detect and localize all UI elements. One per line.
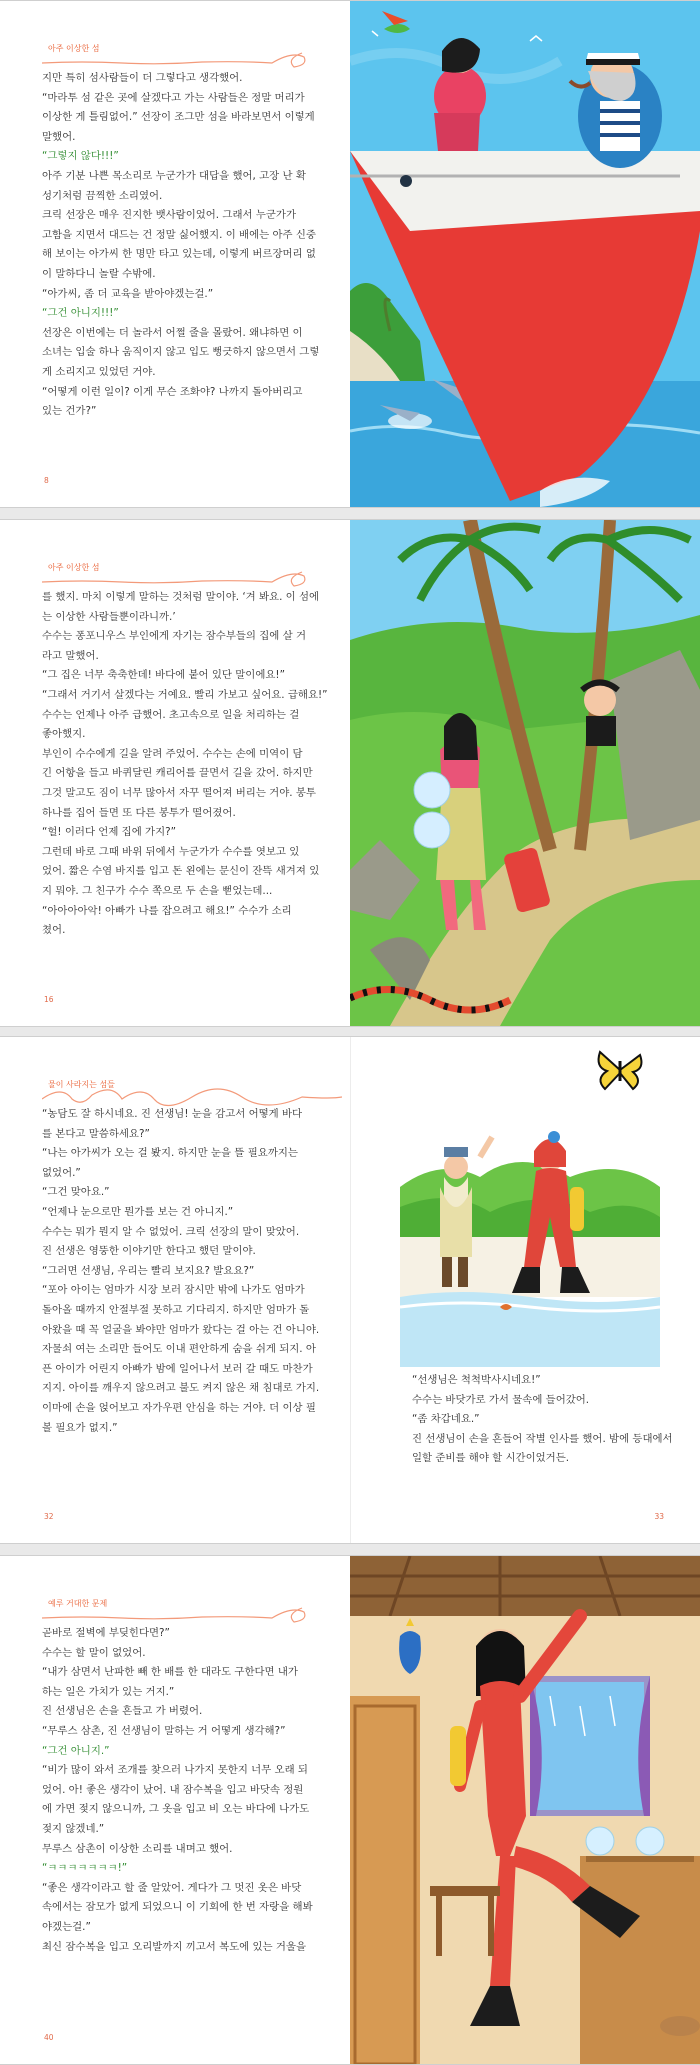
illustration-hallway-mirror [350, 1556, 700, 2064]
text-line: 지 뭐야. 그 친구가 수수 쪽으로 두 손을 뻗었는데... [42, 884, 273, 897]
text-line: 무루스 삼촌이 이상한 소리를 내며고 했어. [42, 1842, 233, 1855]
text-line: 곧바로 절벽에 부딪힌다면?” [42, 1627, 170, 1639]
text-line: 이상한 게 틀림없어.” 선장이 조그만 섬을 바라보면서 이렇게 [42, 111, 315, 124]
text-line: 고함을 지면서 대드는 건 정말 싫어했지. 이 배에는 아주 신중 [42, 228, 316, 241]
text-line: 라고 말했어. [42, 649, 99, 662]
running-header [42, 41, 314, 69]
text-line: “언제나 눈으로만 뭔가를 보는 건 아니지.” [42, 1205, 234, 1218]
text-line: 에 가면 젖지 않으니까, 그 옷을 입고 비 오는 바다에 나가도 [42, 1803, 310, 1816]
text-line-dialogue: “그렇지 않다!!!” [42, 150, 119, 163]
text-line: “마라투 섬 같은 곳에 살겠다고 가는 사람들은 정말 머리가 [42, 91, 305, 104]
text-line: 크릭 선장은 매우 진지한 뱃사람이었어. 그래서 누군가가 [42, 209, 296, 222]
text-line: 를 본다고 말씀하세요?” [42, 1127, 150, 1140]
text-line: 선장은 이번에는 더 놀라서 어쩔 줄을 몰랐어. 왜냐하면 이 [42, 326, 303, 339]
text-line: 진 선생은 영뚱한 이야기만 한다고 했던 말이야. [42, 1245, 256, 1258]
text-line: “선생님은 척척박사시네요!” [412, 1374, 541, 1386]
chapter-title: 예루 거대한 문제 [48, 1599, 108, 1608]
body-text [42, 69, 320, 422]
running-header [42, 1596, 314, 1624]
text-line: 쳤어. [42, 924, 66, 937]
text-line: “농담도 잘 하시네요. 진 선생님! 눈을 감고서 어떻게 바다 [42, 1108, 303, 1120]
body-text [412, 1371, 673, 1469]
text-line: 긴 어항을 들고 바퀴달린 캐리어를 끌면서 길을 갔어. 하지만 [42, 767, 313, 780]
text-line-dialogue: “그건 아니지!!!” [42, 307, 119, 320]
text-line: 수수는 뭐가 뭔지 알 수 없었어. 크릭 선장의 말이 맞았어. [42, 1225, 300, 1238]
text-line: 돌아올 때까지 안절부절 못하고 기다리지. 하지만 엄마가 돌 [42, 1303, 310, 1316]
text-line-dialogue: “그건 아니지.” [42, 1744, 110, 1757]
illustration-beach-diver [400, 1117, 660, 1367]
text-line: 자물쇠 여는 소리만 들어도 이내 편안하게 숨을 쉬게 되지. 아 [42, 1343, 316, 1356]
text-line: “나는 아가씨가 오는 걸 봤지. 하지만 눈을 뜰 필요까지는 [42, 1147, 298, 1160]
text-line: 는 이상한 사람들뿐이라니까.’ [42, 610, 176, 623]
text-line: 성기처럼 끔찍한 소리였어. [42, 189, 163, 202]
text-line: 수수는 언제나 아주 급했어. 초고속으로 일을 처리하는 걸 [42, 708, 300, 721]
body-text [42, 1105, 320, 1438]
text-line: 부인이 수수에게 길을 알려 주었어. 수수는 손에 미역이 담 [42, 747, 303, 760]
text-line: 수수는 할 말이 없었어. [42, 1646, 146, 1659]
text-line-dialogue: “ㅋㅋㅋㅋㅋㅋㅋ!” [42, 1862, 128, 1875]
text-line: “그러면 선생님, 우리는 빨리 보지요? 발요요?” [42, 1264, 255, 1277]
body-text [42, 588, 328, 941]
text-line: 좋아했지. [42, 728, 86, 741]
text-line: 속에서는 잠모가 없게 되었으니 이 기회에 한 번 자랑을 해봐 [42, 1901, 313, 1914]
spread-2-text-page [0, 520, 350, 1026]
chapter-title: 아주 이상한 섬 [48, 563, 100, 572]
text-line: 하는 일은 가치가 있는 거지.” [42, 1685, 175, 1698]
text-line: 게 소리지고 있었던 거야. [42, 365, 156, 378]
spread-4-text-page [0, 1556, 350, 2064]
text-line: “어떻게 이런 일이? 이게 무슨 조화야? 나까지 돌아버리고 [42, 385, 303, 398]
page-number: 40 [44, 2033, 54, 2042]
body-text [42, 1624, 314, 1957]
text-line: 이 말하다니 놀랄 수밖에. [42, 267, 156, 280]
text-line: “헐! 이러다 언제 집에 가지?” [42, 826, 177, 839]
text-line: 없었어.” [42, 1166, 81, 1179]
page-number: 16 [44, 995, 54, 1004]
text-line: “그 집은 너무 축축한데! 바다에 붙어 있단 말이에요!” [42, 669, 285, 682]
spread-1-text-page [0, 1, 350, 507]
text-line: 수수는 퐁포니우스 부인에게 자기는 잠수부들의 집에 살 거 [42, 630, 307, 643]
text-line: 말했어. [42, 130, 76, 143]
text-line: 아주 기분 나쁜 목소리로 누군가가 대답을 했어, 고장 난 확 [42, 169, 306, 182]
spread-3 [0, 1036, 700, 1544]
text-line: 지지. 아이를 깨우지 않으려고 불도 켜지 않은 채 침대로 가지. [42, 1382, 320, 1395]
text-line: 젖지 않겠네.” [42, 1822, 105, 1835]
text-line: “무루스 삼촌, 진 선생님이 말하는 거 어떻게 생각해?” [42, 1724, 286, 1737]
text-line: 하나를 집어 들면 또 다른 봉투가 떨어졌어. [42, 806, 236, 819]
text-line: 수수는 바닷가로 가서 물속에 들어갔어. [412, 1393, 590, 1406]
spread-1 [0, 0, 700, 508]
text-line: 었어. 짧은 수염 바지를 입고 돈 왼에는 문신이 잔뜩 새겨져 있 [42, 865, 320, 878]
text-line: 해 보이는 아가씨 한 명만 타고 있는데, 이렇게 버르장머리 없 [42, 248, 316, 261]
text-line: “그래서 거기서 살겠다는 거예요. 빨리 가보고 싶어요. 급해요!” [42, 688, 328, 701]
text-line: “그건 맞아요.” [42, 1186, 110, 1199]
text-line: “좋은 생각이라고 할 줄 알았어. 게다가 그 멋진 옷은 바닷 [42, 1881, 302, 1894]
text-line: 최신 잠수복을 입고 오리발까지 끼고서 복도에 있는 거울을 [42, 1940, 307, 1953]
text-line: 그것 말고도 짐이 너무 많아서 자꾸 떨어져 버리는 거야. 봉투 [42, 786, 316, 799]
text-line: 그런데 바로 그때 바위 뒤에서 누군가가 수수를 엿보고 있 [42, 845, 300, 858]
chapter-title: 아주 이상한 섬 [48, 44, 100, 53]
chapter-title: 물이 사라지는 섬들 [48, 1080, 115, 1089]
running-header [42, 560, 314, 588]
text-line: “아가씨, 좀 더 교육을 받아야겠는걸.” [42, 287, 214, 300]
text-line: 었어. 아! 좋은 생각이 났어. 내 잠수복을 입고 바닷속 정원 [42, 1783, 304, 1796]
text-line: 일할 준비를 해야 할 시간이었거든. [412, 1452, 570, 1465]
spread-2 [0, 519, 700, 1027]
illustration-island-path [350, 520, 700, 1026]
text-line: 볼 필요가 없지.” [42, 1421, 118, 1434]
text-line: 지만 특히 섬사람들이 더 그렇다고 생각했어. [42, 72, 243, 84]
page-number: 8 [44, 476, 49, 485]
page-number-right: 33 [654, 1512, 664, 1521]
text-line: 아왔을 때 꼭 얼굴을 봐야만 엄마가 왔다는 걸 아는 건 아니야. [42, 1323, 320, 1336]
spread-3-left-page [0, 1037, 350, 1543]
text-line: 야겠는걸.” [42, 1920, 91, 1933]
text-line: “포아 아이는 엄마가 시장 보러 잠시만 밖에 나가도 엄마가 [42, 1284, 305, 1297]
running-header [42, 1077, 314, 1105]
spread-3-right-page [350, 1037, 700, 1543]
text-line: 있는 건가?” [42, 405, 97, 418]
text-line: 진 선생님은 손을 흔들고 가 버렸어. [42, 1705, 203, 1718]
page-number-left: 32 [44, 1512, 54, 1521]
text-line: 진 선생님이 손을 흔들어 작별 인사를 했어. 밤에 등대에서 [412, 1432, 673, 1445]
text-line: “비가 많이 와서 조개를 찾으러 나가지 못한지 너무 오래 되 [42, 1764, 308, 1777]
text-line: 이마에 손을 얹어보고 자가우편 안심을 하는 거야. 더 이상 필 [42, 1401, 316, 1414]
text-line: “좀 차갑네요.” [412, 1413, 480, 1426]
text-line: “아아아아악! 아빠가 나를 잡으려고 해요!” 수수가 소리 [42, 904, 292, 917]
butterfly-icon [595, 1047, 645, 1093]
illustration-ship-captain [350, 1, 700, 507]
text-line: 를 했지. 마치 이렇게 말하는 것처럼 말이야. ‘겨 봐요. 이 섬에 [42, 591, 320, 603]
text-line: 픈 아이가 어린지 아빠가 밤에 일어나서 보러 갈 때도 마찬가 [42, 1362, 313, 1375]
text-line: 소녀는 입술 하나 움직이지 않고 입도 뻥긋하지 않으면서 그렇 [42, 346, 320, 359]
text-line: “내가 삼면서 난파한 빼 한 배를 한 대라도 구한다면 내가 [42, 1666, 298, 1679]
spread-4 [0, 1555, 700, 2065]
